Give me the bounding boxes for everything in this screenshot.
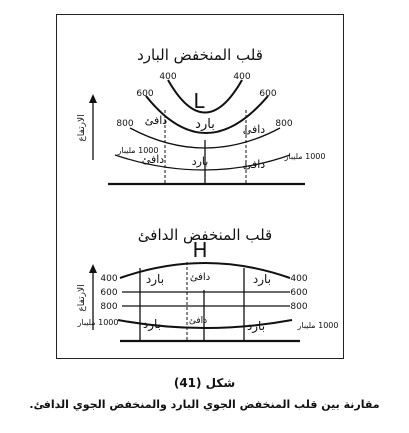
bottom-word-warm-center-lower: دافئ	[188, 316, 208, 326]
top-label-400-left: 400	[159, 72, 177, 82]
bottom-word-cold-right-upper: بارد	[252, 272, 272, 286]
top-height-axis-arrowhead	[89, 94, 97, 103]
bottom-center-letter-H: H	[192, 238, 208, 262]
top-label-600-left: 600	[136, 89, 154, 99]
bottom-label-400-left: 400	[100, 274, 118, 284]
bottom-height-axis-arrowhead	[89, 264, 97, 273]
bottom-label-1000-left: 1000 مليبار	[77, 318, 119, 327]
top-panel-title: قلب المنخفض البارد	[137, 46, 263, 64]
top-height-axis-label: الارتفاع	[77, 114, 87, 142]
bottom-panel-title: قلب المنخفض الدافئ	[137, 226, 273, 244]
figure-caption: مقارنة بين قلب المنخفض الجوي البارد والمنخفض الجوي الدافئ.	[29, 398, 380, 411]
top-label-800-right: 800	[275, 119, 293, 129]
top-label-1000-left: 1000 مليبار	[117, 146, 159, 155]
top-word-cold-center: بارد	[195, 117, 215, 132]
bottom-label-400-right: 400	[290, 274, 308, 284]
bottom-word-cold-left-upper: بارد	[145, 272, 165, 286]
top-label-400-right: 400	[233, 72, 251, 82]
top-isobar-400	[168, 80, 242, 113]
top-word-warm-left-upper: دافئ	[144, 114, 168, 127]
top-label-800-left: 800	[116, 119, 134, 129]
bottom-label-600-right: 600	[290, 288, 308, 298]
top-label-600-right: 600	[259, 89, 277, 99]
bottom-label-800-right: 800	[290, 302, 308, 312]
figure-number: شكل (41)	[173, 376, 236, 390]
bottom-label-800-left: 800	[100, 302, 118, 312]
bottom-label-600-left: 600	[100, 288, 118, 298]
bottom-word-cold-left-lower: بارد	[142, 317, 162, 331]
bottom-label-1000-right: 1000 مليبار	[297, 321, 339, 330]
bottom-word-warm-center-upper: دافئ	[189, 272, 211, 283]
top-word-warm-right-lower: دافئ	[242, 158, 266, 171]
top-label-1000-right: 1000 مليبار	[284, 152, 326, 161]
top-word-cold-lower-center: بارد	[191, 155, 209, 168]
bottom-word-cold-right-lower: بارد	[246, 319, 266, 333]
bottom-height-axis-label: الارتفاع	[77, 284, 87, 312]
top-word-warm-left-lower: دافئ	[141, 153, 165, 166]
top-center-letter-L: L	[193, 89, 205, 113]
top-word-warm-right-upper: دافئ	[242, 123, 266, 136]
